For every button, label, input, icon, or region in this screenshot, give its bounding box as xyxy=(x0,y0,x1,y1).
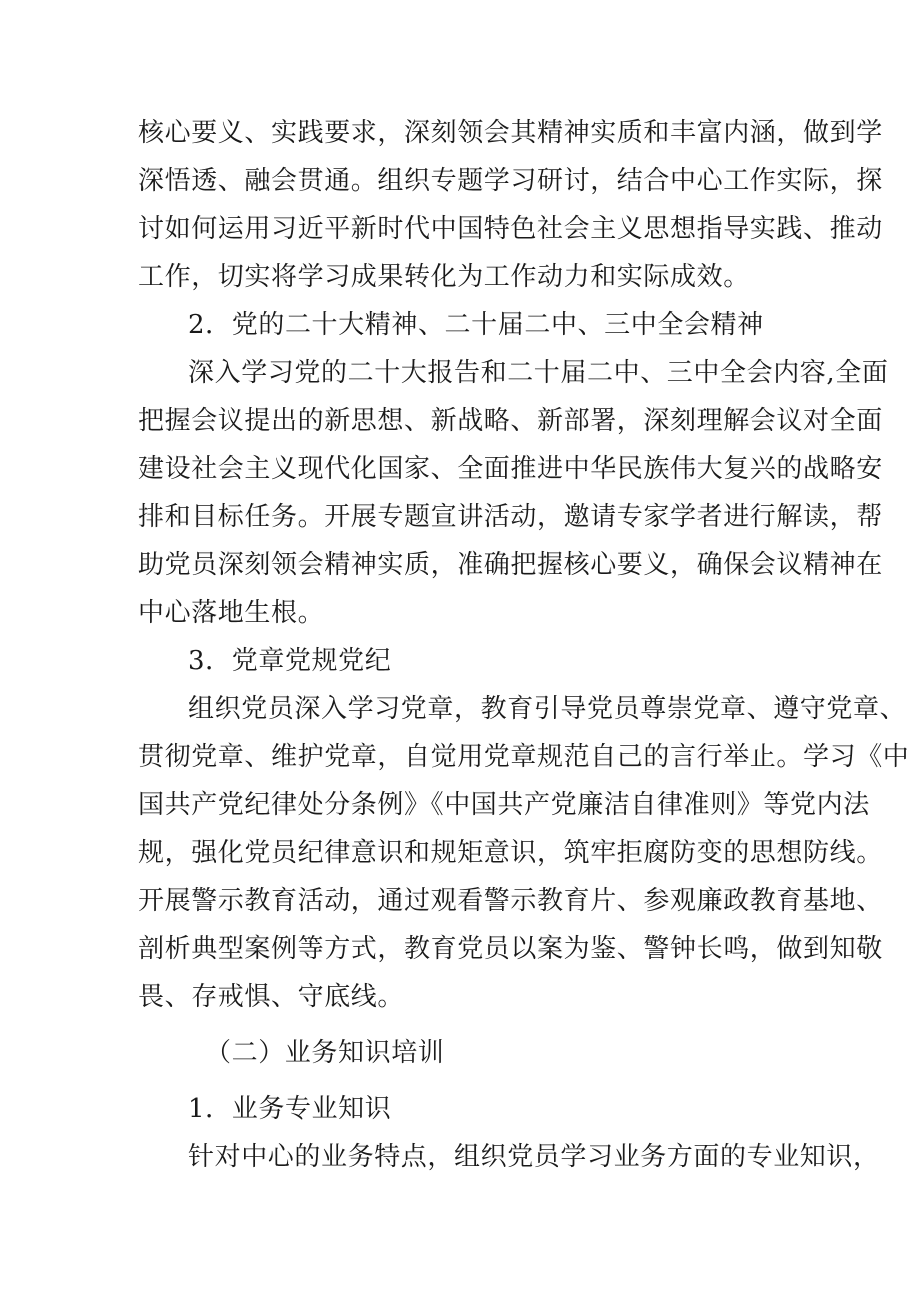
paragraph-line: 贯彻党章、维护党章，自觉用党章规范自己的言行举止。学习《中 xyxy=(138,742,910,772)
section-heading: 3．党章党规党纪 xyxy=(188,646,392,676)
paragraph-line: 核心要义、实践要求，深刻领会其精神实质和丰富内涵，做到学 xyxy=(138,118,883,148)
paragraph-line: 规，强化党员纪律意识和规矩意识，筑牢拒腐防变的思想防线。 xyxy=(138,838,883,868)
paragraph-line: 开展警示教育活动，通过观看警示教育片、参观廉政教育基地、 xyxy=(138,886,883,916)
paragraph-line: 排和目标任务。开展专题宣讲活动，邀请专家学者进行解读，帮 xyxy=(138,502,883,532)
paragraph-line: 畏、存戒惧、守底线。 xyxy=(138,982,405,1012)
paragraph-line: 把握会议提出的新思想、新战略、新部署，深刻理解会议对全面 xyxy=(138,406,883,436)
section-heading: 1．业务专业知识 xyxy=(188,1094,392,1124)
section-title: （二）业务知识培训 xyxy=(205,1038,445,1068)
paragraph-line: 深入学习党的二十大报告和二十届二中、三中全会内容,全面 xyxy=(188,358,889,388)
section-heading: 2．党的二十大精神、二十届二中、三中全会精神 xyxy=(188,310,764,340)
paragraph-line: 中心落地生根。 xyxy=(138,598,325,628)
paragraph-line: 剖析典型案例等方式，教育党员以案为鉴、警钟长鸣，做到知敬 xyxy=(138,934,883,964)
paragraph-line: 建设社会主义现代化国家、全面推进中华民族伟大复兴的战略安 xyxy=(138,454,883,484)
paragraph-line: 针对中心的业务特点，组织党员学习业务方面的专业知识， xyxy=(188,1142,880,1172)
paragraph-line: 助党员深刻领会精神实质，准确把握核心要义，确保会议精神在 xyxy=(138,550,883,580)
paragraph-line: 讨如何运用习近平新时代中国特色社会主义思想指导实践、推动 xyxy=(138,214,883,244)
paragraph-line: 国共产党纪律处分条例》《中国共产党廉洁自律准则》等党内法 xyxy=(138,790,870,820)
paragraph-line: 组织党员深入学习党章，教育引导党员尊崇党章、遵守党章、 xyxy=(188,694,907,724)
paragraph-line: 工作，切实将学习成果转化为工作动力和实际成效。 xyxy=(138,262,750,292)
paragraph-line: 深悟透、融会贯通。组织专题学习研讨，结合中心工作实际，探 xyxy=(138,166,883,196)
